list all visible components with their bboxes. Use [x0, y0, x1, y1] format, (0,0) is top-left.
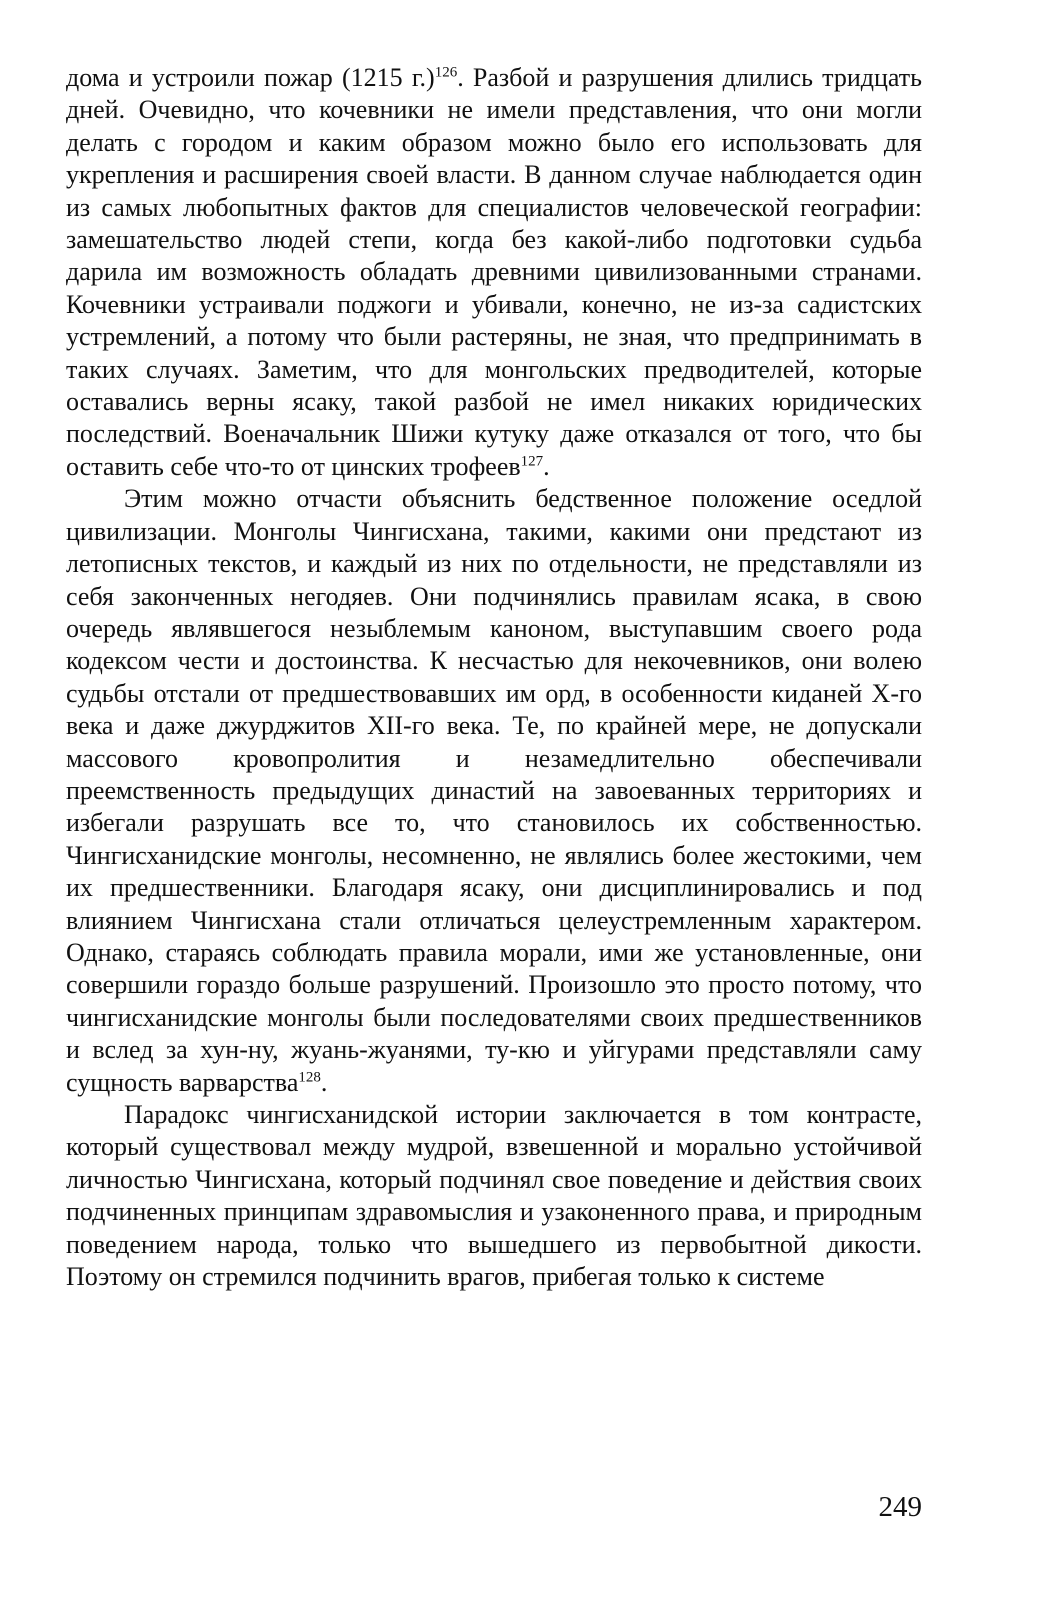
paragraph-1-text-b: . Разбой и разрушения длились тридцать дней. Очевидно, что кочевники не имели представления, что они могли делать с городом и каким образом можно было его использовать для укрепления и расширения своей власти. В данном случае наблюдается один из самых любопытных фактов для специалистов человеческой географии: замешательство людей степи, когда без какой-либо подготовки судьба дарила им возможность обладать древними цивилизованными странами. Кочевники устраивали поджоги и убивали, конечно, не из-за садистских устремлений, а потому что были растеряны, не зная, что предпринимать в таких случаях. Заметим, что для монгольских предводителей, которые оставались верны ясаку, такой разбой не имел никаких юридических последствий. Военачальник Шижи кутуку даже отказался от того, что бы оставить себе что-то от цинских трофеев — [66, 63, 922, 481]
page-number: 249 — [878, 1491, 922, 1523]
body-text — [66, 62, 922, 1293]
paragraph-1 — [66, 62, 922, 483]
paragraph-2-text-b: . — [320, 1067, 328, 1097]
paragraph-2 — [66, 483, 922, 1099]
paragraph-3 — [66, 1099, 922, 1293]
paragraph-2-text-a: Этим можно отчасти объяснить бедственное положение оседлой цивилизации. Монголы Чингисхана, такими, какими они предстают из летописных текстов, и каждый из них по отдельности, не представляли из себя законченных негодяев. Они подчинялись правилам ясака, в свою очередь являвшегося незыблемым каноном, выступавшим своего рода кодексом чести и достоинства. К несчастью для некочевников, они волею судьбы отстали от предшествовавших им орд, в особенности киданей X-го века и даже джурджитов XII-го века. Те, по крайней мере, не допускали массового кровопролития и незамедлительно обеспечивали преемственность предыдущих династий на завоеванных территориях и избегали разрушать все то, что становилось их собственностью. Чингисханидские монголы, несомненно, не являлись более жестокими, чем их предшественники. Благодаря ясаку, они дисциплинировались и под влиянием Чингисхана стали отличаться целеустремленным характером. Однако, стараясь соблюдать правила морали, ими же установленные, они совершили гораздо больше разрушений. Произошло это просто потому, что чингисханидские монголы были последователями своих предшественников и вслед за хун-ну, жуань-жуанями, ту-кю и уйгурами представляли саму сущность варварства — [66, 484, 922, 1097]
footnote-ref-128[interactable]: 128 — [298, 1068, 321, 1085]
footnote-ref-127[interactable]: 127 — [520, 453, 544, 470]
paragraph-1-text-a: дома и устроили пожар (1215 г.) — [66, 63, 435, 92]
paragraph-1-text-c: . — [543, 451, 550, 481]
footnote-ref-126[interactable]: 126 — [434, 64, 458, 81]
paragraph-3-text: Парадокс чингисханидской истории заключается в том контрасте, который существовал между мудрой, взвешенной и морально устойчивой личностью Чингисхана, который подчинял свое поведение и действия своих подчиненных принципам здравомыслия и узаконенного права, и природным поведением народа, только что вышедшего из первобытной дикости. Поэтому он стремился подчинить врагов, прибегая только к системе — [66, 1100, 922, 1292]
